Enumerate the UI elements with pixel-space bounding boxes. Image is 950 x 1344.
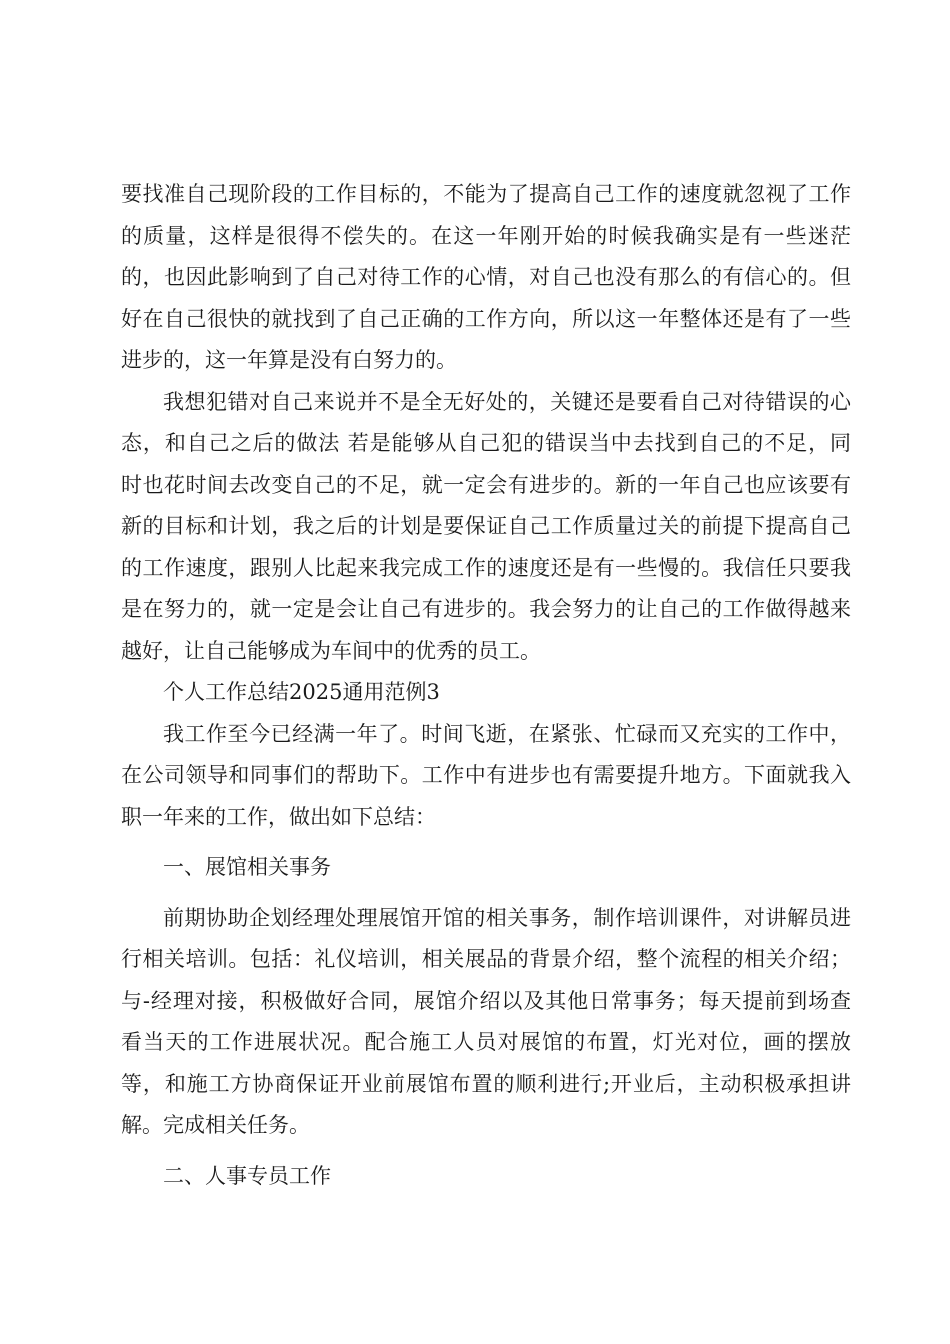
paragraph-2 (121, 382, 851, 673)
section-title: 个人工作总结2025通用范例3 (163, 680, 440, 704)
spacer (121, 1147, 851, 1156)
text-line: 看当天的工作进展状况。配合施工人员对展馆的布置，灯光对位，画的摆放 (121, 1030, 851, 1054)
text-line: 的工作速度，跟别人比起来我完成工作的速度还是有一些慢的。我信任只要我 (121, 555, 851, 580)
text-line: 时也花时间去改变自己的不足，就一定会有进步的。新的一年自己也应该要有 (121, 472, 851, 497)
text-line: 职一年来的工作，做出如下总结： (121, 804, 436, 829)
text-line: 在公司领导和同事们的帮助下。工作中有进步也有需要提升地方。下面就我入 (121, 763, 851, 787)
paragraph-3 (121, 714, 851, 839)
paragraph-1 (121, 174, 851, 382)
text-line: 解。完成相关任务。 (121, 1113, 310, 1137)
text-line: 进步的，这一年算是没有白努力的。 (121, 348, 457, 372)
heading-hr-work: 二、人事专员工作 (163, 1163, 331, 1188)
text-line: 我想犯错对自己来说并不是全无好处的，关键还是要看自己对待错误的心 (163, 389, 851, 414)
text-line: 是在努力的，就一定是会让自己有进步的。我会努力的让自己的工作做得越来 (121, 597, 851, 621)
text-line: 态，和自己之后的做法 若是能够从自己犯的错误当中去找到自己的不足，同 (121, 431, 851, 455)
spacer (121, 838, 851, 847)
heading-exhibition-affairs: 一、展馆相关事务 (163, 855, 331, 879)
text-line: 好在自己很快的就找到了自己正确的工作方向，所以这一年整体还是有了一些 (121, 306, 851, 331)
text-line: 新的目标和计划，我之后的计划是要保证自己工作质量过关的前提下提高自己 (121, 514, 851, 538)
text-line: 我工作至今已经满一年了。时间飞逝，在紧张、忙碌而又充实的工作中， (163, 721, 851, 746)
text-line: 越好，让自己能够成为车间中的优秀的员工。 (121, 638, 541, 663)
spacer (121, 889, 851, 898)
text-line: 的质量，这样是很得不偿失的。在这一年刚开始的时候我确实是有一些迷茫 (121, 223, 851, 248)
text-line: 的，也因此影响到了自己对待工作的心情，对自己也没有那么的有信心的。但 (121, 265, 851, 289)
text-line: 与-经理对接，积极做好合同，展馆介绍以及其他日常事务；每天提前到场查 (121, 988, 851, 1013)
text-line: 等，和施工方协商保证开业前展馆布置的顺利进行;开业后，主动积极承担讲 (121, 1071, 851, 1096)
text-line: 行相关培训。包括：礼仪培训，相关展品的背景介绍，整个流程的相关介绍； (121, 947, 851, 971)
text-line: 要找准自己现阶段的工作目标的，不能为了提高自己工作的速度就忽视了工作 (121, 182, 851, 206)
paragraph-4 (121, 898, 851, 1147)
document-body (121, 174, 851, 1197)
text-line: 前期协助企划经理处理展馆开馆的相关事务，制作培训课件，对讲解员进 (163, 905, 851, 930)
